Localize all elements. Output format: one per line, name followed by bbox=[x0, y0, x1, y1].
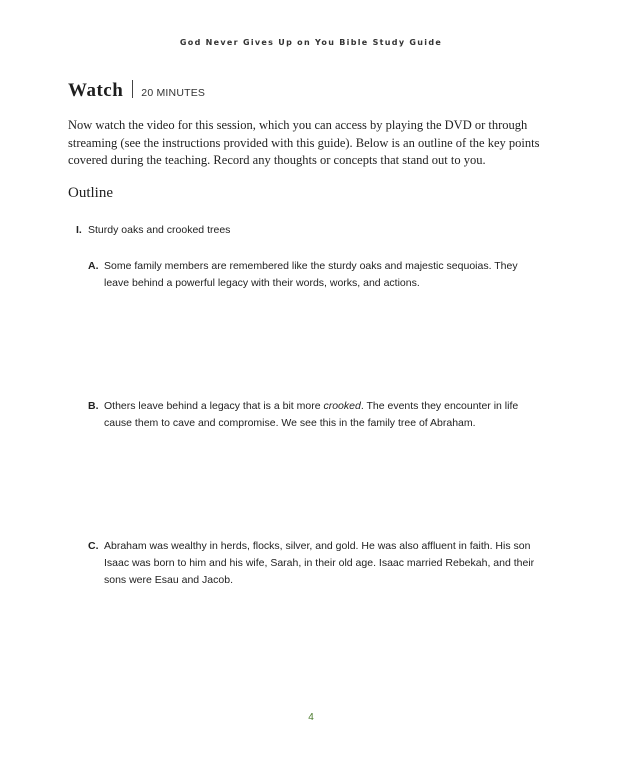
outline-point-a bbox=[88, 258, 544, 292]
outline-point-c bbox=[88, 538, 544, 589]
outline-main-point bbox=[76, 222, 230, 239]
text-segment: Others leave behind a legacy that is a bit more bbox=[104, 400, 324, 412]
outline-heading: Outline bbox=[68, 185, 113, 201]
page-number: 4 bbox=[308, 712, 314, 723]
outline-point-text bbox=[88, 398, 544, 432]
outline-point-marker: A. bbox=[88, 260, 99, 272]
section-heading bbox=[68, 78, 205, 102]
outline-point-b bbox=[88, 398, 544, 432]
outline-point-marker: B. bbox=[88, 400, 99, 412]
outline-main-text: Sturdy oaks and crooked trees bbox=[88, 224, 231, 236]
section-divider bbox=[132, 80, 133, 98]
outline-point-text: Abraham was wealthy in herds, flocks, silver, and gold. He was also affluent in faith. His son Isaac was born to him and his wife, Sarah, in their old age. Isaac married Rebekah, and their sons were Esau and Jacob. bbox=[104, 540, 535, 586]
outline-point-text: Some family members are remembered like the sturdy oaks and majestic sequoias. They leave behind a powerful legacy with their words, works, and actions. bbox=[104, 260, 518, 289]
section-duration: 20 MINUTES bbox=[141, 87, 206, 99]
section-title: Watch bbox=[68, 80, 124, 101]
outline-point-marker: C. bbox=[88, 540, 99, 552]
text-segment: . The events they encounter in life cause them to cave and compromise. We see this in the family tree of Abraham. bbox=[104, 400, 519, 429]
intro-paragraph: Now watch the video for this session, which you can access by playing the DVD or through streaming (see the instructions provided with this guide). Below is an outline of the key points covered during the teaching. Record any thoughts or concepts that stand out to you. bbox=[68, 118, 540, 167]
running-header: God Never Gives Up on You Bible Study Guide bbox=[179, 38, 443, 47]
emphasis-text: crooked bbox=[323, 400, 361, 412]
outline-main-marker: I. bbox=[76, 224, 82, 236]
